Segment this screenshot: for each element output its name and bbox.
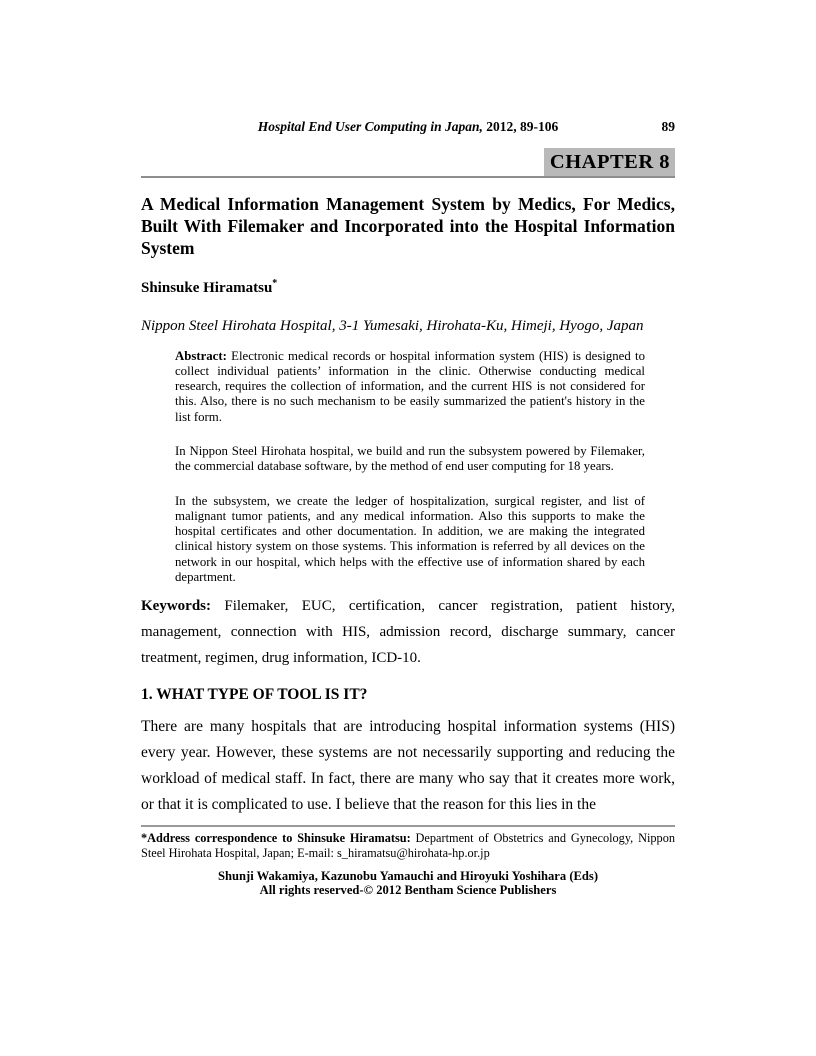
author-line <box>141 278 675 297</box>
abstract-paragraph-1-text: Electronic medical records or hospital information system (HIS) is designed to collect individual patients’ information in the clinic. Otherwise conducting medical research, requires the collection of information, and the current HIS is not considered for this. Also, there is no such mechanism to be easily summarized the patient's history in the list form. <box>175 348 645 424</box>
article-title: A Medical Information Management System by Medics, For Medics, Built With Filemaker and Incorporated into the Hospital Information System <box>141 194 675 258</box>
correspondence-footnote <box>141 825 675 860</box>
footnote-label: *Address correspondence to Shinsuke Hiramatsu: <box>141 831 411 846</box>
chapter-banner-row <box>141 148 675 178</box>
keywords-text: Filemaker, EUC, certification, cancer registration, patient history, management, connection with HIS, admission record, discharge summary, cancer treatment, regimen, drug information, ICD-10. <box>141 598 675 667</box>
abstract-block <box>175 349 645 586</box>
keywords-block <box>141 593 675 671</box>
running-header <box>141 0 675 134</box>
author-affiliation: Nippon Steel Hirohata Hospital, 3-1 Yumesaki, Hirohata-Ku, Himeji, Hyogo, Japan <box>141 318 644 334</box>
body-paragraph: There are many hospitals that are introducing hospital information systems (HIS) every year. However, these systems are not necessarily supporting and reducing the workload of medical staff. In fact, there are many who say that it creates more work, or that it is complicated to use. I believe that the reason for this lies in the <box>141 718 675 814</box>
abstract-paragraph-3: In the subsystem, we create the ledger of hospitalization, surgical register, and list of malignant tumor patients, and any medical information. Also this supports to make the hospital certificates and other documentation. In addition, we are making the integrated clinical history system on those systems. This information is referred by all devices on the network in our hospital, which helps with the effective use of information shared by each department. <box>175 493 645 585</box>
page-content-column <box>141 0 675 898</box>
author-name: Shinsuke Hiramatsu <box>141 280 273 296</box>
footnote-text: Department of Obstetrics and Gynecology, Nippon Steel Hirohata Hospital, Japan; E-mail: s_hiramatsu@hirohata-hp.or.jp <box>141 831 675 860</box>
section-heading: 1. WHAT TYPE OF TOOL IS IT? <box>141 686 368 704</box>
publisher-imprint <box>141 869 675 898</box>
keywords-label: Keywords: <box>141 598 211 615</box>
abstract-label: Abstract: <box>175 348 227 363</box>
running-header-journal-title: Hospital End User Computing in Japan, <box>257 119 483 134</box>
rights-line: All rights reserved-© 2012 Bentham Science Publishers <box>259 883 557 898</box>
running-header-issue-info: 2012, 89-106 <box>482 119 559 134</box>
abstract-paragraph-1 <box>175 349 645 425</box>
editors-line: Shunji Wakamiya, Kazunobu Yamauchi and Hiroyuki Yoshihara (Eds) <box>217 868 599 883</box>
chapter-label: CHAPTER 8 <box>544 148 675 176</box>
page-number: 89 <box>661 119 675 134</box>
abstract-paragraph-2: In Nippon Steel Hirohata hospital, we build and run the subsystem powered by Filemaker, the commercial database software, by the method of end user computing for 18 years. <box>175 443 645 474</box>
author-correspondence-mark: * <box>272 278 278 289</box>
